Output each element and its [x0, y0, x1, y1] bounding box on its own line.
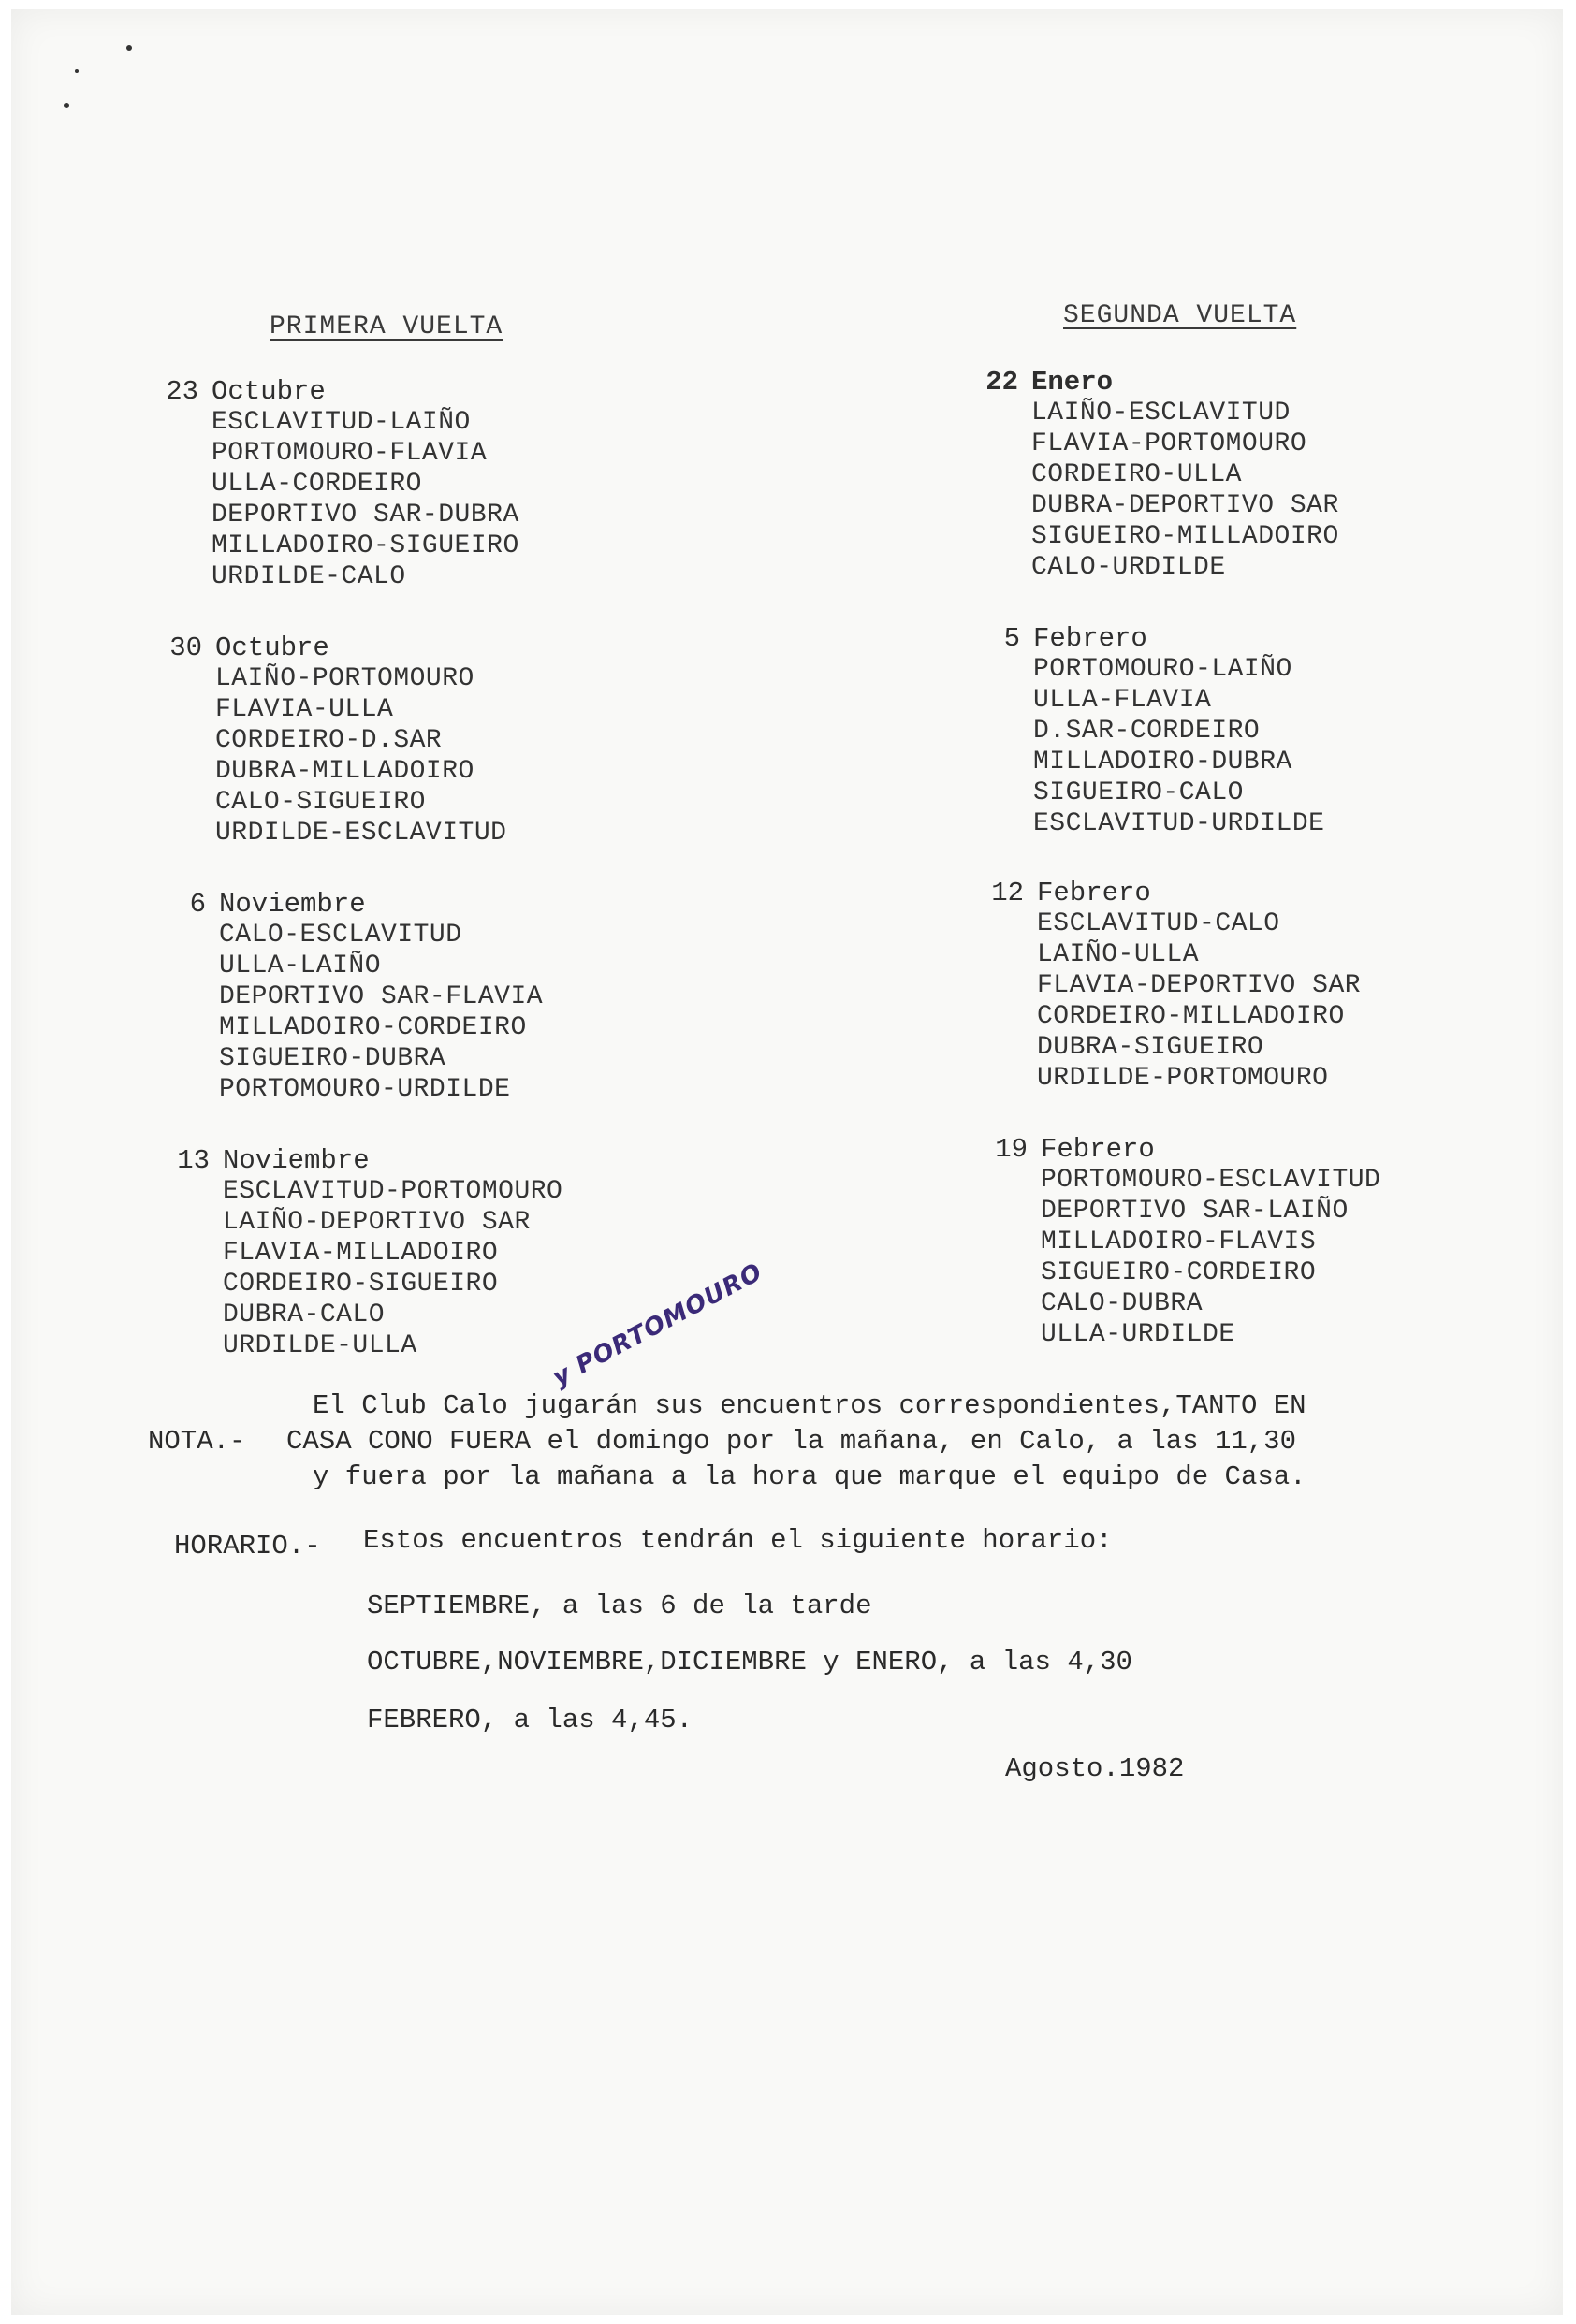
- match: SIGUEIRO-CALO: [1033, 778, 1244, 807]
- round-23-octubre: [144, 376, 519, 592]
- match-list: [223, 1176, 562, 1361]
- match: FLAVIA-MILLADOIRO: [223, 1239, 499, 1268]
- match: D.SAR-CORDEIRO: [1033, 717, 1261, 746]
- schedule-intro: Estos encuentros tendrán el siguiente horario:: [363, 1525, 1113, 1556]
- second-round-title: SEGUNDA VUELTA: [1063, 301, 1297, 330]
- match: DEPORTIVO SAR-LAIÑO: [1041, 1197, 1349, 1226]
- handwritten-insert: y PORTOMOURO: [547, 1257, 767, 1392]
- schedule-line: FEBRERO, a las 4,45.: [367, 1705, 693, 1736]
- match-list: [1033, 654, 1324, 839]
- match-list: [215, 663, 506, 849]
- round-date: 23 Octubre: [166, 376, 326, 407]
- match: URDILDE-ESCLAVITUD: [215, 819, 507, 848]
- note-line: NOTA.- CASA CONO FUERA el domingo por la mañana, en Calo, a las 11,30: [174, 1424, 1306, 1460]
- match: SIGUEIRO-MILLADOIRO: [1031, 522, 1339, 551]
- round-22-enero: [964, 367, 1339, 583]
- document-sheet: [11, 9, 1563, 2315]
- ink-speck: [64, 103, 69, 108]
- round-6-noviembre: [152, 889, 543, 1105]
- match: CALO-ESCLAVITUD: [219, 921, 462, 950]
- match-list: [1041, 1165, 1380, 1350]
- ink-speck: [75, 69, 79, 73]
- match: ULLA-LAIÑO: [219, 951, 382, 980]
- match-list: [1031, 398, 1339, 583]
- match: DEPORTIVO SAR-FLAVIA: [219, 982, 544, 1011]
- note-line: El Club Calo jugarán sus encuentros correspondientes,TANTO EN: [313, 1390, 1306, 1421]
- round-date: 22 Enero: [985, 367, 1114, 398]
- schedule-label: HORARIO.-: [174, 1531, 321, 1561]
- round-13-noviembre: [155, 1145, 562, 1361]
- note-block: [148, 1388, 1306, 1495]
- match: FLAVIA-ULLA: [215, 695, 394, 724]
- round-date: 13 Noviembre: [177, 1145, 370, 1176]
- match: MILLADOIRO-SIGUEIRO: [212, 531, 519, 560]
- match: URDILDE-PORTOMOURO: [1037, 1064, 1329, 1093]
- round-12-febrero: [970, 878, 1361, 1094]
- match: CORDEIRO-SIGUEIRO: [223, 1270, 499, 1299]
- match-list: [219, 920, 543, 1105]
- round-date: 30 Octubre: [169, 632, 329, 663]
- match: DUBRA-SIGUEIRO: [1037, 1033, 1264, 1062]
- match: DUBRA-MILLADOIRO: [215, 757, 474, 786]
- match-list: [1037, 908, 1361, 1094]
- match: ULLA-URDILDE: [1041, 1320, 1235, 1349]
- match: DUBRA-CALO: [223, 1300, 386, 1329]
- round-date: 6 Noviembre: [189, 889, 366, 920]
- match: LAIÑO-PORTOMOURO: [215, 664, 474, 693]
- note-label: NOTA.-: [148, 1426, 246, 1457]
- match: PORTOMOURO-FLAVIA: [212, 439, 488, 468]
- round-date: 5 Febrero: [1003, 623, 1147, 654]
- match: URDILDE-CALO: [212, 562, 406, 591]
- match: LAIÑO-DEPORTIVO SAR: [223, 1208, 531, 1237]
- schedule-line: SEPTIEMBRE, a las 6 de la tarde: [367, 1590, 872, 1621]
- match: PORTOMOURO-URDILDE: [219, 1075, 511, 1104]
- match: CORDEIRO-D.SAR: [215, 726, 443, 755]
- match: CORDEIRO-MILLADOIRO: [1037, 1002, 1345, 1031]
- round-30-octubre: [148, 632, 506, 849]
- schedule-line: OCTUBRE,NOVIEMBRE,DICIEMBRE y ENERO, a las 4,30: [367, 1647, 1132, 1678]
- match: ESCLAVITUD-CALO: [1037, 909, 1280, 938]
- ink-speck: [126, 45, 132, 51]
- match: SIGUEIRO-CORDEIRO: [1041, 1258, 1317, 1287]
- match: ESCLAVITUD-URDILDE: [1033, 809, 1325, 838]
- match: LAIÑO-ESCLAVITUD: [1031, 399, 1291, 428]
- match: CALO-URDILDE: [1031, 553, 1226, 582]
- match: ULLA-CORDEIRO: [212, 470, 422, 499]
- match: MILLADOIRO-CORDEIRO: [219, 1013, 527, 1042]
- round-5-febrero: [966, 623, 1324, 839]
- match: MILLADOIRO-DUBRA: [1033, 748, 1292, 777]
- match: SIGUEIRO-DUBRA: [219, 1044, 446, 1073]
- first-round-title: PRIMERA VUELTA: [270, 312, 503, 341]
- match: ULLA-FLAVIA: [1033, 686, 1212, 715]
- match-list: [212, 407, 519, 592]
- match: DEPORTIVO SAR-DUBRA: [212, 501, 519, 530]
- match: CALO-DUBRA: [1041, 1289, 1204, 1318]
- match: PORTOMOURO-ESCLAVITUD: [1041, 1166, 1381, 1195]
- document-date: Agosto.1982: [1005, 1753, 1185, 1784]
- round-date: 19 Febrero: [995, 1134, 1155, 1165]
- match: FLAVIA-DEPORTIVO SAR: [1037, 971, 1362, 1000]
- match: ESCLAVITUD-LAIÑO: [212, 408, 471, 437]
- match: CALO-SIGUEIRO: [215, 788, 426, 817]
- note-line: y fuera por la mañana a la hora que marque el equipo de Casa.: [313, 1461, 1306, 1492]
- match: ESCLAVITUD-PORTOMOURO: [223, 1177, 563, 1206]
- match: MILLADOIRO-FLAVIS: [1041, 1227, 1317, 1256]
- match: FLAVIA-PORTOMOURO: [1031, 429, 1307, 458]
- round-date: 12 Febrero: [991, 878, 1151, 908]
- match: URDILDE-ULLA: [223, 1331, 417, 1360]
- match: LAIÑO-ULLA: [1037, 940, 1200, 969]
- match: CORDEIRO-ULLA: [1031, 460, 1242, 489]
- round-19-febrero: [973, 1134, 1380, 1350]
- match: DUBRA-DEPORTIVO SAR: [1031, 491, 1339, 520]
- match: PORTOMOURO-LAIÑO: [1033, 655, 1292, 684]
